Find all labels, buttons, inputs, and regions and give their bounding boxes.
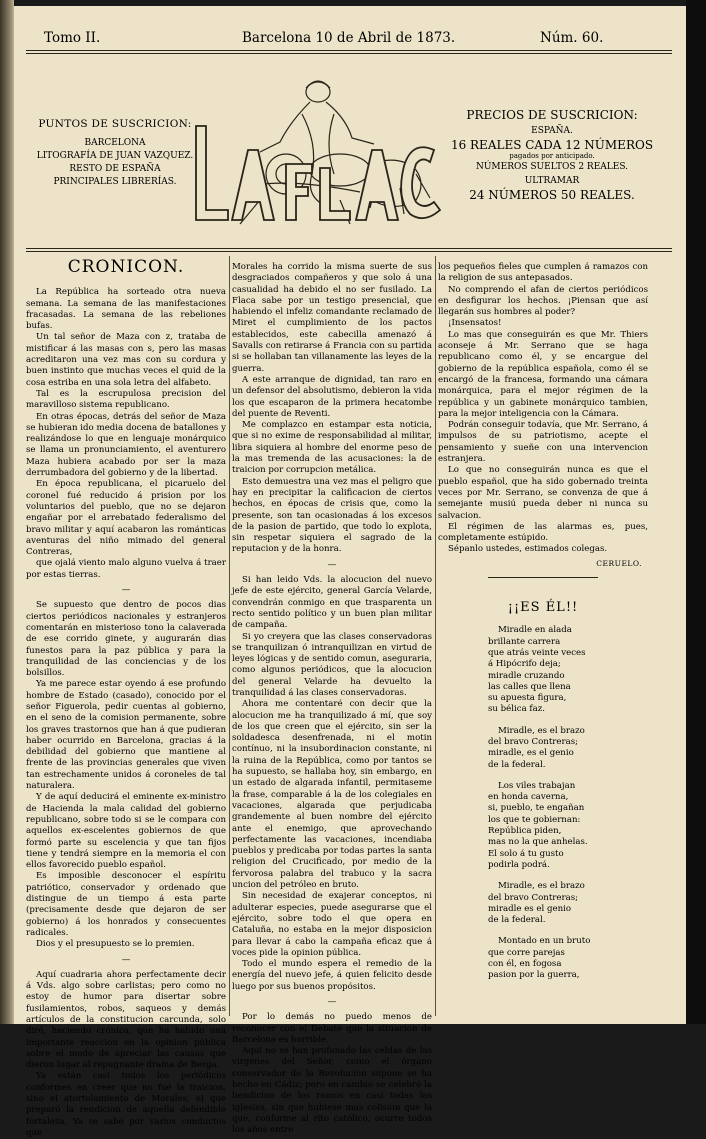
- scan-border: [686, 0, 706, 1024]
- volume-label: Tomo II.: [44, 30, 101, 46]
- poem-title: ¡¡ES ÉL!!: [507, 600, 579, 616]
- poem-stanza: [488, 726, 648, 771]
- prices-line: 24 NÚMEROS 50 REALES.: [469, 188, 635, 202]
- poem-line: á Hipócrifo deja;: [488, 659, 561, 670]
- paragraph: Sin necesidad de exajerar conceptos, ni adulterar especies, puede asegurarse que el ejército, sobre todo el que opera en Cataluña, no estaba en la mejor disposicion para llevar á cabo la campaña eficaz que á voces pide la opinion pública.: [232, 891, 432, 958]
- header-rule: [26, 50, 672, 51]
- prices-line: ESPAÑA.: [531, 126, 573, 136]
- prices-line: pagados por anticipado.: [509, 152, 595, 160]
- paragraph: El régimen de las alarmas es, pues, completamente estúpido.: [438, 521, 648, 544]
- prices-line: 16 REALES CADA 12 NÚMEROS: [450, 138, 654, 152]
- book-spine: [0, 0, 14, 1024]
- paragraph: Podrán conseguir todavía, que Mr. Serrano, á impulsos de su patriotismo, acepte el pensamiento y sueñe con una intervencion estranjera.: [438, 420, 648, 465]
- subscription-prices: [448, 108, 656, 202]
- poem-stanza: [488, 881, 648, 926]
- column-divider: [435, 256, 436, 1016]
- poem-line: que atrás veinte veces: [488, 647, 586, 658]
- poem-line: Miradle, es el brazo: [498, 881, 585, 892]
- poem-line: en honda caverna,: [488, 792, 569, 803]
- poem-line: del bravo Contreras;: [488, 736, 579, 747]
- section-rule: [488, 577, 598, 578]
- poem-line: los que te gobiernan:: [488, 814, 581, 825]
- masthead-rule: [26, 248, 672, 249]
- subscription-line: RESTO DE ESPAÑA: [69, 164, 161, 174]
- poem-line: Montado en un bruto: [498, 936, 591, 947]
- paragraph: Tal es la escrupulosa precision del maravilloso sistema republicano.: [26, 388, 226, 411]
- header-rule-2: [26, 53, 672, 54]
- paragraph: Aquí no se han profanado las celdas de las vírgenes del Señor, como el órgano conservador de la Revolucion supone se ha hecho en Cádiz; pero en cambio se celebró la bendicion de los ramos en casi todas las iglesias, sin que hubiese mas colision que la que, conforme al rito católico, ocurre todos los años entre: [232, 1046, 432, 1136]
- prices-heading: PRECIOS DE SUSCRICION:: [466, 108, 638, 122]
- poem-line: si, pueblo, te engañan: [488, 803, 585, 814]
- paragraph: Me complazco en estampar esta noticia, que si no exime de responsabilidad al militar, libra siquiera al hombre del enorme peso de la mas tremenda de las acusaciones: la de traicion por corrupcion metálica.: [232, 420, 432, 476]
- column-1: [26, 257, 226, 1138]
- masthead-illustration: [190, 74, 452, 242]
- poem-line: las calles que llena: [488, 681, 571, 692]
- prices-line: ULTRAMAR: [524, 176, 580, 186]
- poem-line: su bélica faz.: [488, 704, 545, 715]
- poem-line: Los viles trabajan: [498, 780, 576, 791]
- poem-stanza: [488, 781, 648, 871]
- poem-line: su apuesta figura,: [488, 693, 567, 704]
- poem-line: que corre parejas: [488, 947, 565, 958]
- poem-line: brillante carrera: [488, 636, 561, 647]
- paragraph: En otras épocas, detrás del señor de Maza se hubieran ido media docena de batallones y realizándose lo que en lenguaje monárquico se llama un pronunciamiento, el aventurero Maza hubiera acabado por ser la maza derrumbadora del gobierno y de la libertad.: [26, 411, 226, 479]
- poem-line: de la federal.: [488, 759, 546, 770]
- paragraph: En época republicana, el picaruelo del coronel fué reducido á prision por los voluntarios del pueblo, que no se dejaron engañar por el arrebatado federalismo del bravo militar y aquí acabaron las románticas aventuras del niño mimado del general Contreras,: [26, 479, 226, 558]
- paragraph: No comprendo el afan de ciertos periódicos en desfigurar los hechos. ¡Piensan que así llegarán sus hombres al poder?: [438, 284, 648, 318]
- subscription-heading: PUNTOS DE SUSCRICION:: [38, 118, 192, 130]
- poem-line: podirla podrá.: [488, 859, 550, 870]
- poem-stanza: [488, 936, 648, 981]
- paragraph: La República ha sorteado otra nueva semana. La semana de las manifestaciones fracasadas. La semana de las rebeliones bufas.: [26, 287, 226, 332]
- poem-line: Miradle, es el brazo: [498, 725, 585, 736]
- paragraph: Todo el mundo espera el remedio de la energía del nuevo jefe, á quien felicito desde luego por sus buenos propósitos.: [232, 959, 432, 992]
- paragraph: Es imposible desconocer el espíritu patriótico, conservador y ordenado que distingue de un tiempo á esta parte (precisamente desde que dejaron de ser gobierno) á los honrados y consecuentes radicales.: [26, 871, 226, 938]
- paragraph: Por lo demás no puedo menos de reconocer con el Debate que la situacion de Barcelona es horrible.: [232, 1012, 432, 1045]
- masthead-rule-2: [26, 251, 672, 252]
- poem-line: miradle cruzando: [488, 670, 565, 681]
- subscription-line: PRINCIPALES LIBRERÍAS.: [53, 177, 177, 187]
- poem-line: del bravo Contreras;: [488, 892, 579, 903]
- prices-line: NÚMEROS SUELTOS 2 REALES.: [475, 162, 629, 172]
- header-bar: [26, 22, 672, 46]
- poem-line: con él, en fogosa: [488, 959, 562, 970]
- paragraph: Ahora me contentaré con decir que la alocucion me ha tranquilizado á mí, que soy de los que creen que el ejército, sin ser la soldadesca desenfrenada, ni el motin contínuo, ni la insubordinacion constante, ni la ruina de la República, como por tantos se ha supuesto, se hallaba hoy, sin embargo, en un estado de algarada infantil, permitaseme la frase, comparable á la de los colegiales en vacaciones, algarada que perjudicaba grandemente al buen nombre del ejército ante el enemigo, que aprovechando perfectamente las vacaciones, incendiaba pueblos y predicaba por todas partes la santa religion del Crucificado, por medio de la fervorosa palabra del trabuco y la sacra uncion del petróleo en bruto.: [232, 699, 432, 891]
- poem-stanza: [488, 625, 648, 715]
- paragraph: Si yo creyera que las clases conservadoras se tranquilizan ó intranquilizan en virtud de leyes lógicas y de sentido comun, aseguraria, como algunos periódicos, que la alocucion del general Velarde ha devuelto la tranquilidad á las clases conservadoras.: [232, 631, 432, 698]
- paragraph: Morales ha corrido la misma suerte de sus desgraciados compañeros y que solo á una casualidad ha debido el no ser fusilado. La Flaca sabe por un testigo presencial, que habiendo el infeliz comandante reclamado de Miret el cumplimiento de los pactos establecidos, este cabecilla amenazó á Savalls con retirarse á Francia con su partida si se hollaban tan villanamente las leyes de la guerra.: [232, 262, 432, 374]
- paragraph: Se supuesto que dentro de pocos dias ciertos periódicos nacionales y estranjeros comentarán en misterioso tono la calaverada de ese corrido ginete, y augurarán dias funestos para la paz pública y para la tranquilidad de las conciencias y de los bolsillos.: [26, 600, 226, 679]
- paragraph: ¡Insensatos!: [448, 318, 502, 329]
- article-title: CRONICON.: [67, 257, 185, 277]
- paragraph: Esto demuestra una vez mas el peligro que hay en precipitar la calificacion de ciertos hechos, en épocas de crisis que, como la presente, son tan ocasionadas á los excesos de la pasion de partido, que todo lo explota, sin respetar siquiera el sagrado de la reputacion y de la honra.: [232, 476, 432, 555]
- paragraph: Si han leido Vds. la alocucion del nuevo jefe de este ejército, general García Velarde, convendrán conmigo en que trasparenta un recto sentido político y un buen plan militar de campaña.: [232, 575, 432, 631]
- column-3: [438, 262, 648, 1010]
- poem-line: pasion por la guerra,: [488, 970, 580, 981]
- paragraph: Ya me parece estar oyendo á ese profundo hombre de Estado (casado), conocido por el señor Figuerola, pedir cuentas al gobierno, en el seno de la comision permanente, sobre los graves trastornos que han á que pudieran haber ocurrido en Barcelona, gracias á la debilidad del gobierno que mantiene al frente de las provincias generales que viven tan estrechamente unidos á coroneles de tal naturalera.: [26, 679, 226, 792]
- subscription-line: LITOGRAFÍA DE JUAN VAZQUEZ.: [36, 151, 194, 161]
- paragraph: Un tal señor de Maza con z, trataba de mistificar á las masas con s, pero las masas acreditaron una vez mas con su cordura y buen instinto que muchas veces el quid de la cosa estriba en una sola letra del alfabeto.: [26, 332, 226, 388]
- paragraph: Lo que no conseguirán nunca es que el pueblo español, que ha sido gobernado treinta veces por Mr. Serrano, se convenza de que á semejante musiú pueda deber ni nunca su salvacion.: [438, 465, 648, 521]
- poem-line: miradle es el genio: [488, 903, 572, 914]
- paragraph: Ya están casi todos los periódicos conformes en creer que no fué la traicion, sino el atortolamiento de Morales, el que preparó la rendicion de aquella defendible fortaleza. Ya se sabe por varios conductos que: [26, 1071, 226, 1138]
- paragraph: Sépanlo ustedes, estimados colegas.: [448, 544, 608, 555]
- subscription-points: [26, 118, 204, 189]
- column-divider: [229, 256, 230, 1016]
- paragraph: los pequeños fieles que cumplen á ramazos con la religion de sus antepasados.: [438, 262, 648, 284]
- paragraph: Lo mas que conseguirán es que Mr. Thiers aconseje á Mr. Serrano que se haga republicano como él, y se encargue del gobierno de la república española, como él se encargó de la francesa, formando una cámara monárquica, para el mejor régimen de la república y un gabinete monárquico tambien, para la mejor inteligencia con la Cámara.: [438, 329, 648, 419]
- paragraph: Dios y el presupuesto se lo premien.: [36, 939, 195, 950]
- paragraph: A este arranque de dignidad, tan raro en un defensor del absolutismo, debieron la vida los que escaparon de la primera hecatombe del puente de Reventi.: [232, 374, 432, 419]
- poem-line: de la federal.: [488, 915, 546, 926]
- poem-line: mas no la que anhelas.: [488, 837, 588, 848]
- column-2: [232, 262, 432, 1136]
- poem-line: República piden,: [488, 826, 562, 837]
- poem-line: miradle, es el genio: [488, 748, 574, 759]
- date-label: Barcelona 10 de Abril de 1873.: [242, 30, 456, 46]
- poem-line: Miradle en alada: [498, 625, 572, 636]
- paragraph: que ojalá viento malo alguno vuelva á traer por estas tierras.: [26, 558, 226, 580]
- section-separator: —: [121, 585, 131, 596]
- paragraph: Aquí cuadraria ahora perfectamente decir á Vds. algo sobre carlistas; pero como no estoy de humor para disertar sobre fusilamientos, robos, saqueos y demás artículos de la constitucion carcunda, solo diré, haciendo crónica, que ha habido una importante reaccion en la opinion pública sobre el modo de apreciar las causas que dieron lugar al repugnante drama de Berga.: [26, 969, 226, 1071]
- poem-line: El solo á tu gusto: [488, 848, 564, 859]
- section-separator: —: [327, 997, 337, 1007]
- issue-number: Núm. 60.: [540, 30, 604, 46]
- paragraph: Y de aquí deducirá el eminente ex-ministro de Hacienda la mala calidad del gobierno republicano, sobre todo si se le compara con aquellos ex-escelentes gobiernos de que formó parte su escelencia y que tan fijos tiene y tendrá siempre en la memoria el con ellos favorecido pueblo español.: [26, 792, 226, 871]
- subscription-line: BARCELONA: [84, 138, 146, 148]
- author-signature: CERUELO.: [596, 558, 642, 568]
- section-separator: —: [327, 559, 337, 570]
- section-separator: —: [121, 954, 131, 965]
